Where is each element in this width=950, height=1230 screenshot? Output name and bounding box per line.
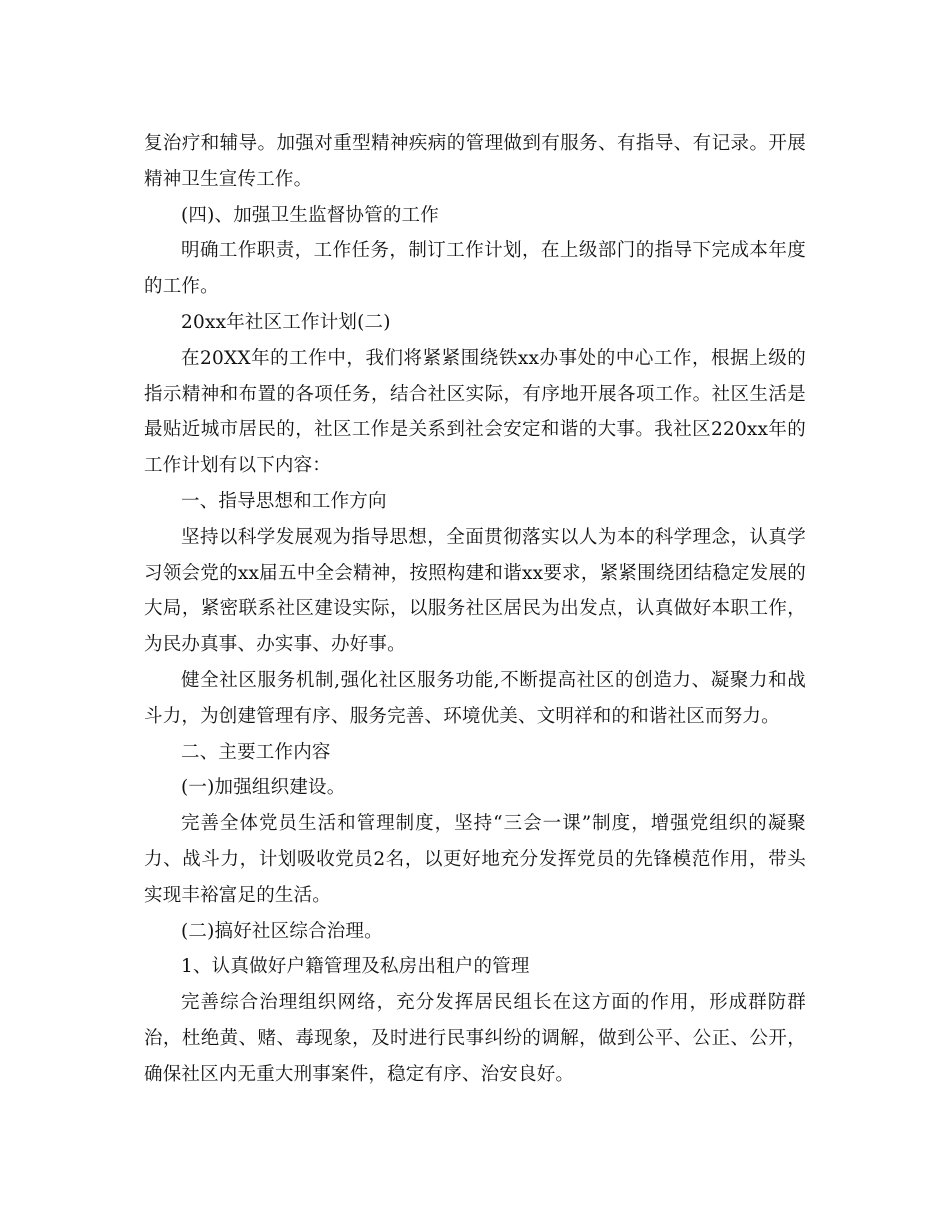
paragraph: 健全社区服务机制,强化社区服务功能,不断提高社区的创造力、凝聚力和战斗力，为创建管理有序、服务完善、环境优美、文明祥和的和谐社区而努力。 xyxy=(144,669,806,727)
section-heading: 二、主要工作内容 xyxy=(181,741,331,763)
document-body xyxy=(144,126,806,1093)
paragraph: 复治疗和辅导。加强对重型精神疾病的管理做到有服务、有指导、有记录。开展精神卫生宣传工作。 xyxy=(144,133,806,190)
subsection-heading: (一)加强组织建设。 xyxy=(181,777,346,799)
subsection-heading: (二)搞好社区综合治理。 xyxy=(181,920,383,942)
paragraph: 完善全体党员生活和管理制度，坚持“三会一课”制度，增强党组织的凝聚力、战斗力，计划吸收党员2名，以更好地充分发挥党员的先锋模范作用，带头实现丰裕富足的生活。 xyxy=(144,813,806,906)
paragraph: 明确工作职责，工作任务，制订工作计划，在上级部门的指导下完成本年度的工作。 xyxy=(144,240,806,298)
paragraph: 完善综合治理组织网络，充分发挥居民组长在这方面的作用，形成群防群治，杜绝黄、赌、毒现象，及时进行民事纠纷的调解，做到公平、公正、公开，确保社区内无重大刑事案件，稳定有序、治安良好。 xyxy=(144,992,806,1085)
section-heading: 一、指导思想和工作方向 xyxy=(181,490,387,512)
section-heading: (四)、加强卫生监督协管的工作 xyxy=(181,204,439,226)
list-item-heading: 1、认真做好户籍管理及私房出租户的管理 xyxy=(181,956,530,978)
paragraph: 坚持以科学发展观为指导思想，全面贯彻落实以人为本的科学理念，认真学习领会党的xx届五中全会精神，按照构建和谐xx要求，紧紧围绕团结稳定发展的大局，紧密联系社区建设实际，以服务社区居民为出发点，认真做好本职工作，为民办真事、办实事、办好事。 xyxy=(144,526,806,656)
document-subtitle: 20xx年社区工作计划(二) xyxy=(181,311,391,333)
paragraph: 在20XX年的工作中，我们将紧紧围绕铁xx办事处的中心工作，根据上级的指示精神和布置的各项任务，结合社区实际，有序地开展各项工作。社区生活是最贴近城市居民的，社区工作是关系到社会安定和谐的大事。我社区220xx年的工作计划有以下内容： xyxy=(144,347,806,477)
